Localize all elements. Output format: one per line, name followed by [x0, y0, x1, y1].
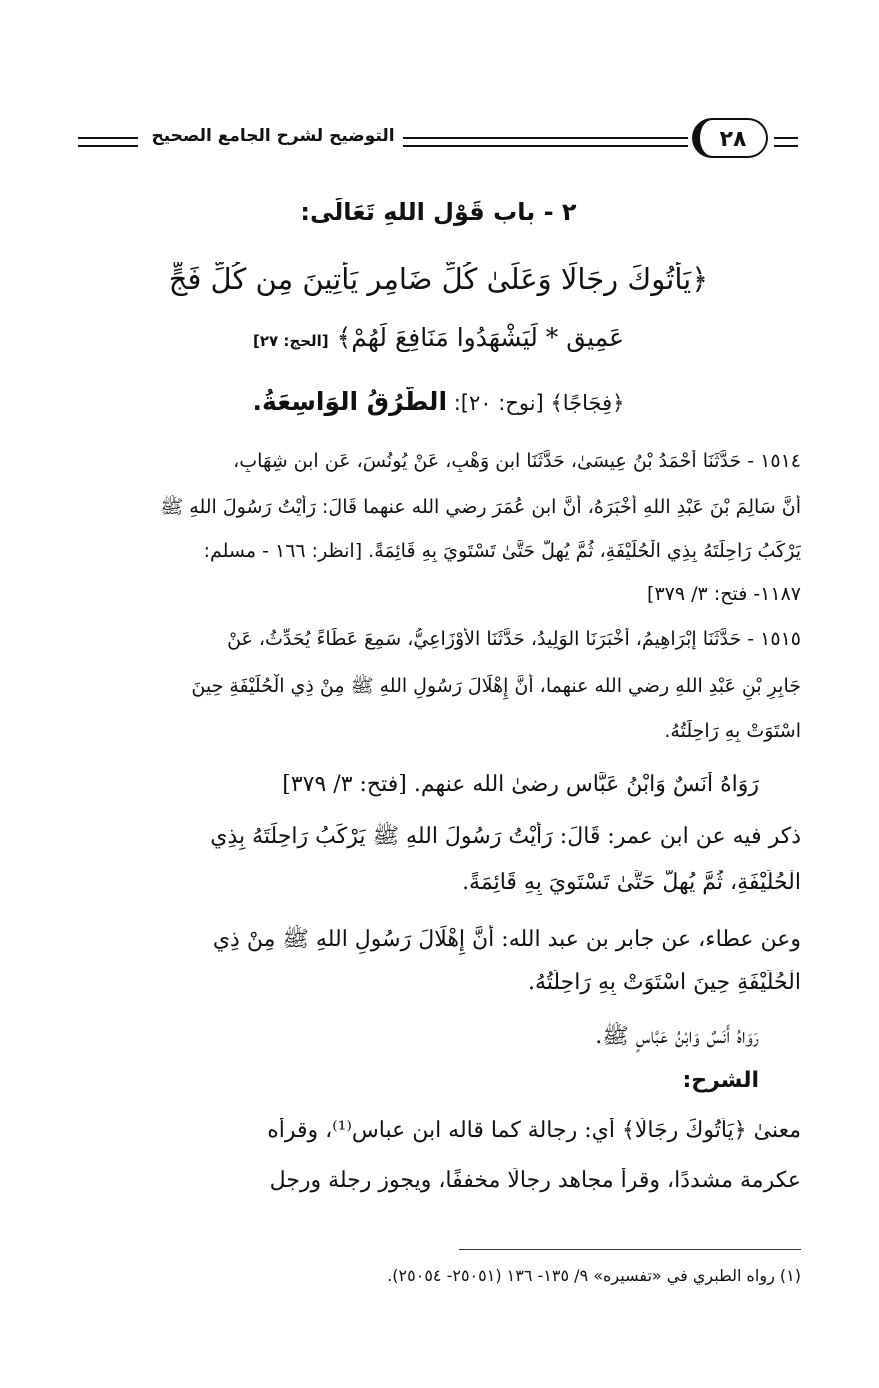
gloss-line [76, 387, 801, 416]
hadith-1515-line-2: جَابِرِ بْنِ عَبْدِ اللهِ رضي الله عنهما، أَنَّ إِهْلَالَ رَسُولِ اللهِ ﷺ مِنْ ذِي الْحُلَيْفَةِ حِينَ [191, 675, 801, 697]
commentary-line-1: معنىٰ ﴿يَأْتُوكَ رِجَالًا﴾ أي: رجالة كما قاله ابن عباس⁽¹⁾، وقرأه [267, 1118, 801, 1143]
page-number-badge: ٢٨ [692, 118, 768, 158]
verse-line-2 [76, 323, 801, 352]
gloss-reference: [نوح: ٢٠]: [453, 391, 544, 415]
verse-reference: [الحج: ٢٧] [252, 332, 329, 350]
narration-line-3: الْحُلَيْفَةِ، ثُمَّ يُهِلُّ حَتَّىٰ تَسْتَوِيَ بِهِ قَائِمَةً. [462, 870, 801, 895]
narration-line-1: رَوَاهُ أَنَسٌ وَابْنُ عَبَّاسٍ رضىٰ الله عنهم. [فتح: ٣/ ٣٧٩] [282, 772, 759, 797]
narration-line-4: وعن عطاء، عن جابر بن عبد الله: أَنَّ إِهْلَالَ رَسُولِ اللهِ ﷺ مِنْ ذِي [212, 927, 801, 952]
verse-line-2-text: عَمِيقٍ * لِّيَشْهَدُوا مَنَافِعَ لَهُمْ﴾ [336, 323, 625, 352]
gloss-word: ﴿فِجَاجًا﴾ [550, 391, 625, 415]
footnote-1: (١) رواه الطبري في «تفسيره» ٩/ ١٣٥- ١٣٦ (٢٥٠٥١- ٢٥٠٥٤). [387, 1266, 801, 1285]
gloss-meaning: الطُّرُقُ الوَاسِعَةُ. [252, 387, 448, 416]
hadith-1514-line-3: يَرْكَبُ رَاحِلَتَهُ بِذِي الْحُلَيْفَةِ، ثُمَّ يُهِلُّ حَتَّىٰ تَسْتَوِيَ بِهِ قَائِمَةً. [انظر: ١٦٦ - مسلم: [203, 540, 801, 562]
running-title: التوضيح لشرح الجامع الصحيح [151, 126, 395, 146]
hadith-1515-line-3: اسْتَوَتْ بِهِ رَاحِلَتُهُ. [664, 720, 801, 742]
narration-line-2: ذكر فيه عن ابن عمر: قَالَ: رَأَيْتُ رَسُولَ اللهِ ﷺ يَرْكَبُ رَاحِلَتَهُ بِذِي [210, 824, 801, 849]
hadith-1514-line-4: ١١٨٧- فتح: ٣/ ٣٧٩] [647, 583, 801, 605]
header-rule-middle [403, 137, 688, 147]
header-rule-left [78, 137, 138, 147]
sharh-heading: الشرح: [682, 1068, 759, 1093]
commentary-line-2: عكرمة مشددًا، وقرأ مجاهد رجالًا مخففًا، ويجوز رجلة ورجل [269, 1168, 801, 1193]
narration-line-6: رَوَاهُ أَنَسٌ وَابْنُ عَبَّاسٍ ﷺ. [595, 1024, 759, 1049]
hadith-1515-line-1: ١٥١٥ - حَدَّثَنَا إِبْرَاهِيمُ، أَخْبَرَنَا الوَلِيدُ، حَدَّثَنَا الأَوْزَاعِيُّ، سَمِعَ عَطَاءً يُحَدِّثُ، عَنْ [227, 628, 801, 650]
hadith-1514-line-1: ١٥١٤ - حَدَّثَنَا أَحْمَدُ بْنُ عِيسَىٰ، حَدَّثَنَا ابن وَهْبٍ، عَنْ يُونُسَ، عَنِ ابن شِهَابٍ، [233, 450, 801, 472]
hadith-1514-line-2: أَنَّ سَالِمَ بْنَ عَبْدِ اللهِ أَخْبَرَهُ، أَنَّ ابن عُمَرَ رضي الله عنهما قَالَ: رَأَيْتُ رَسُولَ اللهِ ﷺ [160, 496, 801, 518]
header-rule-right [774, 137, 798, 147]
page-header [78, 118, 798, 162]
verse-line-1: ﴿يَأْتُوكَ رِجَالًا وَعَلَىٰ كُلِّ ضَامِرٍ يَأْتِينَ مِن كُلِّ فَجٍّ [168, 262, 709, 296]
narration-line-5: الْحُلَيْفَةِ حِينَ اسْتَوَتْ بِهِ رَاحِلَتُهُ. [527, 970, 801, 995]
chapter-title: ٢ - باب قَوْلِ اللهِ تَعَالَى: [300, 198, 577, 226]
footnote-separator [459, 1249, 801, 1250]
